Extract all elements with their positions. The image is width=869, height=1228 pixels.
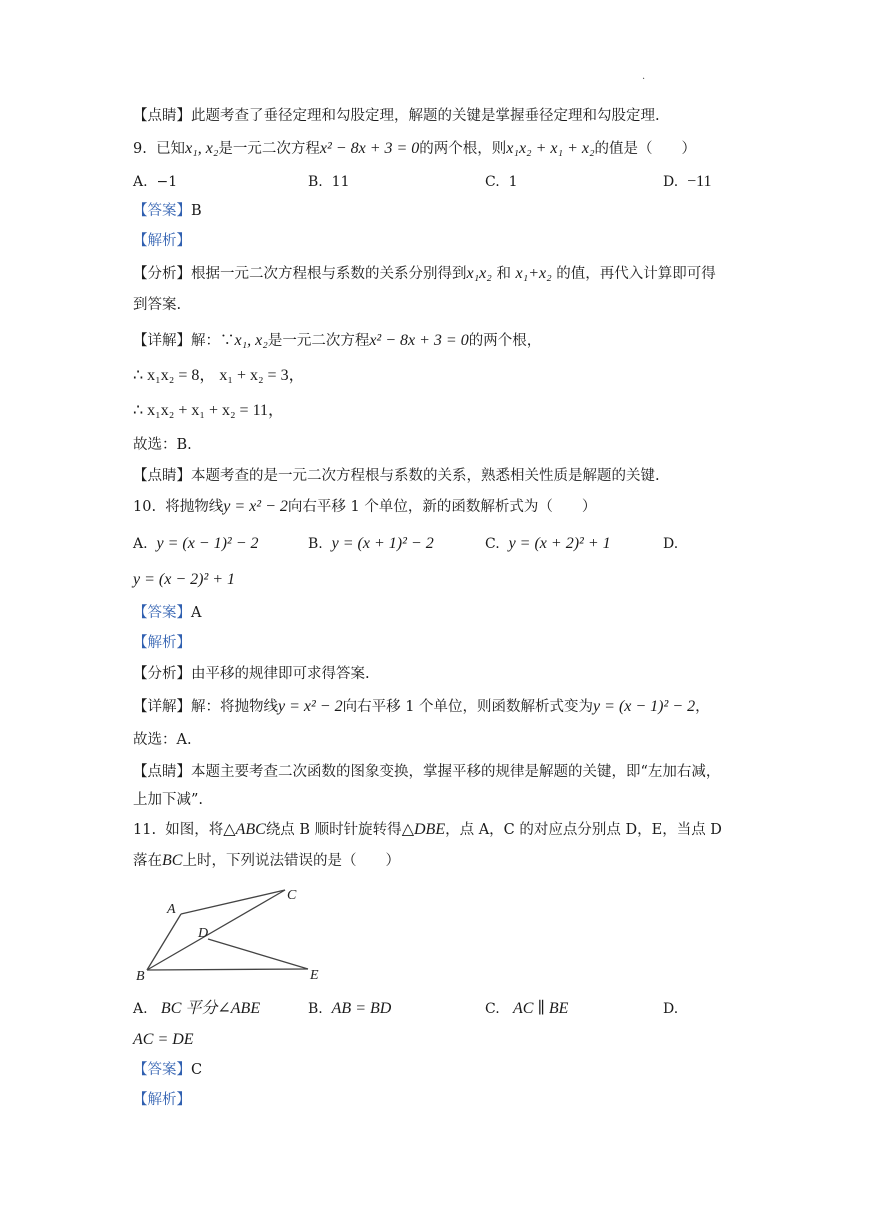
stem-text: 上时，下列说法错误的是（ ） [182,853,400,869]
q10-stem [133,497,596,517]
product-math: x₁x₂ [466,265,492,282]
parabola-math: y = x² − 2 [223,498,288,515]
question-number: 9. [133,141,147,157]
q9-choose: 故选：B. [133,437,192,453]
label-b: B [136,969,145,984]
xiangjie-text: 的两个根， [468,333,542,349]
option-label: D. [663,174,679,190]
segment-be [147,969,308,970]
rotation-figure [128,880,328,985]
equation-math: x² − 8x + 3 = 0 [319,140,420,157]
q11-option-c [485,999,568,1019]
q9-stem [133,139,696,159]
q11-stem [133,820,722,840]
answer-tag: 【答案】 [133,1062,191,1078]
roots-math: x₁, x₂ [185,140,219,157]
triangle-dbe-math: △DBE [401,821,446,838]
fenxi-tag: 【分析】 [133,666,191,682]
dianjing-tag: 【点睛】 [133,468,191,484]
q10-dianjing-cont: 上加下减”. [133,792,204,808]
q10-option-a [133,534,259,554]
xiangjie-tag: 【详解】 [133,699,191,715]
question-number: 10. [133,499,157,515]
option-label: B. [308,536,323,552]
option-value: −11 [687,173,712,190]
stem-text: 落在 [133,853,162,869]
xiangjie-tag: 【详解】 [133,333,191,349]
q10-answer [133,603,201,623]
q9-option-b [308,172,349,192]
stem-text: 将抛物线 [165,499,224,515]
q9-option-a [133,172,177,192]
option-label: C. [485,536,500,552]
q11-answer [133,1060,202,1080]
option-label: B. [308,174,323,190]
sum-math: x₁+x₂ [515,265,552,282]
q11-stem-cont [133,851,400,871]
q10-dianjing [133,762,720,782]
q11-jiexi: 【解析】 [133,1092,191,1108]
xiangjie-text: 解：∵ [191,333,235,349]
header-dot: · [642,74,646,85]
dianjing-tag: 【点睛】 [133,764,191,780]
q9-step-1: ∴ x₁x₂ = 8， x₁ + x₂ = 3， [133,367,305,384]
fenxi-text: 的值，再代入计算即可得 [556,266,716,282]
stem-text: 的值是（ ） [594,141,697,157]
answer-tag: 【答案】 [133,605,191,621]
fenxi-tag: 【分析】 [133,266,191,282]
option-label: A. [133,174,148,190]
q10-fenxi [133,664,370,684]
fenxi-text: 由平移的规律即可求得答案. [191,666,370,682]
stem-text: 如图，将 [165,822,224,838]
parabola-math: y = x² − 2 [278,698,343,715]
xiangjie-text: ， [695,699,710,715]
q10-choose: 故选：A. [133,732,192,748]
q9-option-d [663,172,712,192]
option-value: AC ∥ BE [513,1000,569,1017]
q9-xiangjie [133,331,541,351]
option-value: y = (x + 1)² − 2 [331,535,434,552]
option-label: A. [133,1001,148,1017]
answer-value: C [191,1062,203,1078]
q9-jiexi: 【解析】 [133,233,191,249]
q11-option-d-value: AC = DE [133,1031,194,1048]
option-value: y = (x + 2)² + 1 [508,535,611,552]
q10-option-c [485,534,611,554]
label-d: D [198,926,209,941]
option-value: y = (x − 1)² − 2 [156,535,259,552]
q10-option-d-label: D. [663,536,679,552]
q9-option-c [485,172,518,192]
stem-text: 向右平移 1 个单位，新的函数解析式为（ ） [287,499,597,515]
stem-text: 的两个根，则 [419,141,507,157]
question-number: 11. [133,822,157,838]
answer-tag: 【答案】 [133,203,191,219]
xiangjie-text: 向右平移 1 个单位，则函数解析式变为 [342,699,594,715]
roots-math: x₁, x₂ [234,332,268,349]
stem-text: ，点 A，C 的对应点分别点 D，E，当点 D [445,822,722,838]
segment-ab [147,914,181,970]
q9-fenxi [133,264,716,284]
option-value: −1 [156,174,178,190]
dianjing-text: 本题考查的是一元二次方程根与系数的关系，熟悉相关性质是解题的关键. [191,468,660,484]
option-value: 11 [331,174,350,190]
option-value: 1 [508,174,518,190]
q11-option-b [308,999,391,1019]
dianjing-tag: 【点睛】 [133,108,191,124]
q9-fenxi-cont: 到答案. [133,297,182,313]
label-a: A [167,902,176,917]
q9-answer [133,201,202,221]
q10-option-d-value: y = (x − 2)² + 1 [133,571,236,588]
option-value: AB = BD [331,1000,392,1017]
label-e: E [310,968,319,983]
answer-value: A [191,605,202,621]
q10-jiexi: 【解析】 [133,635,191,651]
xiangjie-text: 解：将抛物线 [191,699,278,715]
label-c: C [287,888,297,903]
expression-math: x₁x₂ + x₁ + x₂ [506,140,595,157]
segment-de [208,939,308,969]
q10-xiangjie [133,697,710,717]
q11-option-a [133,999,260,1019]
dianjing-text: 本题主要考查二次函数的图象变换，掌握平移的规律是解题的关键，即“左加右减， [191,764,721,780]
option-value: BC 平分∠ABE [160,1000,261,1017]
stem-text: 是一元二次方程 [218,141,320,157]
option-label: C. [485,1001,500,1017]
result-math: y = (x − 1)² − 2 [593,698,696,715]
q11-option-d-label: D. [663,1001,679,1017]
dianjing-text: 此题考查了垂径定理和勾股定理，解题的关键是掌握垂径定理和勾股定理. [191,108,660,124]
q9-step-2: ∴ x₁x₂ + x₁ + x₂ = 11， [133,402,284,419]
fenxi-text: 根据一元二次方程根与系数的关系分别得到 [191,266,467,282]
option-label: B. [308,1001,323,1017]
triangle-abc-math: △ABC [223,821,266,838]
segment-bc-math: BC [162,852,183,869]
segment-ac [181,890,285,914]
fenxi-text: 和 [496,266,511,282]
answer-value: B [191,203,202,219]
option-label: A. [133,536,148,552]
equation-math: x² − 8x + 3 = 0 [369,332,469,349]
q9-dianjing [133,466,660,486]
option-label: C. [485,174,500,190]
q10-option-b [308,534,434,554]
xiangjie-text: 是一元二次方程 [267,333,370,349]
stem-text: 绕点 B 顺时针旋转得 [265,822,402,838]
q8-dianjing [133,106,660,126]
stem-text: 已知 [156,141,186,157]
